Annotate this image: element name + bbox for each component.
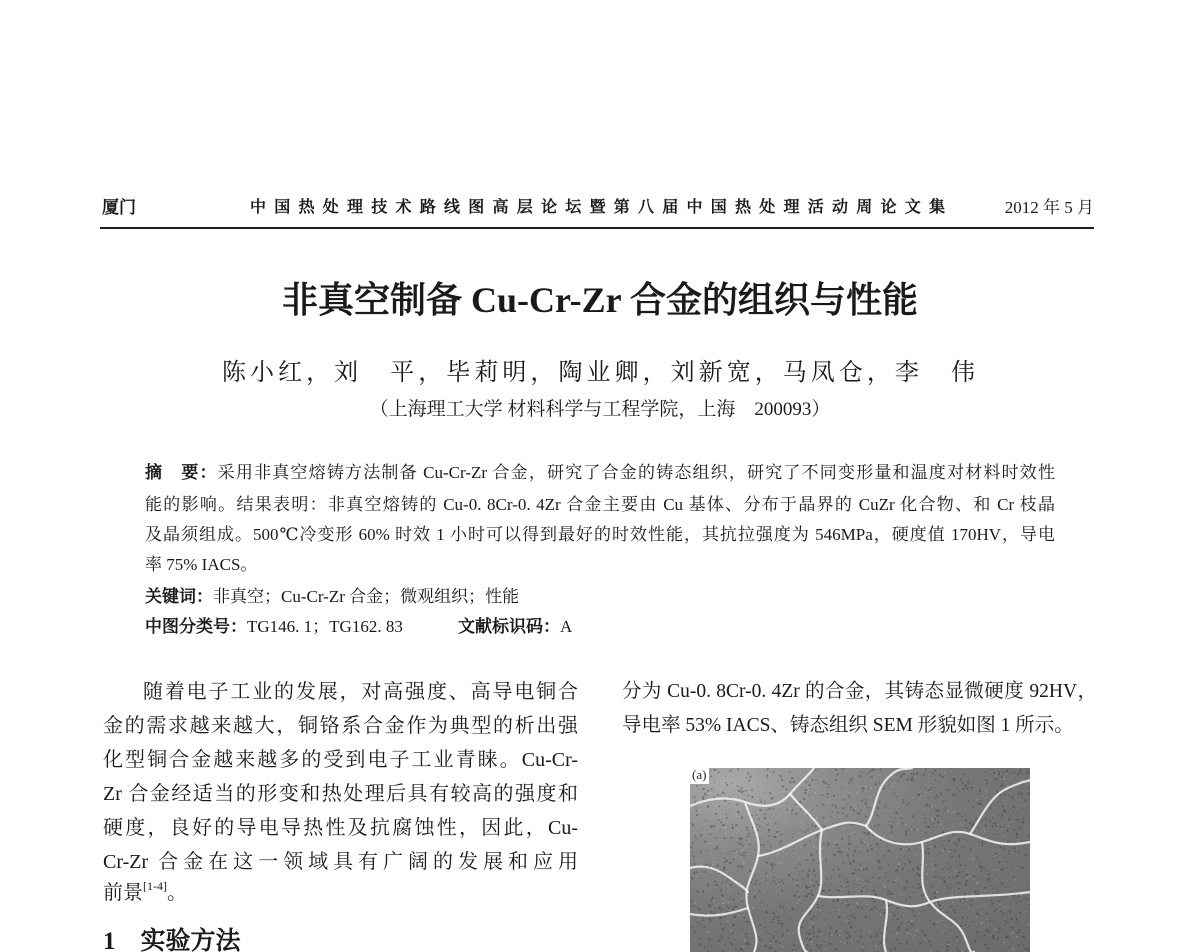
grain-boundary xyxy=(866,768,912,826)
figure-panel-label: (a) xyxy=(690,767,709,784)
left-column-line-7 xyxy=(103,876,578,910)
abstract-line-1-text: 采用非真空熔铸方法制备 Cu-Cr-Zr 合金，研究了合金的铸态组织，研究了不同变形量和温度对材料时效性 xyxy=(217,463,1055,482)
sem-micrograph-figure xyxy=(690,768,1030,952)
keywords-label: 关键词： xyxy=(145,587,213,606)
clc-number-line xyxy=(145,612,403,642)
section-heading: 1 实验方法 xyxy=(103,928,241,952)
left-column-line-1: 随着电子工业的发展，对高强度、高导电铜合 xyxy=(143,681,578,703)
grain-boundary xyxy=(970,780,1030,834)
abstract-label: 摘 要： xyxy=(145,463,218,482)
left-column-line-4: Zr 合金经适当的形变和热处理后具有较高的强度和 xyxy=(103,783,578,805)
grain-boundary xyxy=(690,866,748,892)
header-venue: 厦门 xyxy=(102,198,136,217)
sem-micrograph xyxy=(690,768,1030,952)
abstract-line-3: 及晶须组成。500℃冷变形 60% 时效 1 小时可以得到最好的时效性能，其抗拉强度为 546MPa，硬度值 170HV，导电 xyxy=(145,525,1055,544)
right-column-line-1: 分为 Cu-0. 8Cr-0. 4Zr 的合金，其铸态显微硬度 92HV， xyxy=(622,681,1097,702)
abstract-line-2: 能的影响。结果表明：非真空熔铸的 Cu-0. 8Cr-0. 4Zr 合金主要由 Cu 基体、分布于晶界的 CuZr 化合物、和 Cr 枝晶 xyxy=(145,495,1055,514)
left-column-line-6: Cr-Zr 合金在这一领域具有广阔的发展和应用 xyxy=(103,851,578,873)
left-column-closing-text: 前景 xyxy=(103,882,143,904)
citation-reference: [1-4] xyxy=(143,879,167,893)
document-code-label: 文献标识码： xyxy=(458,617,560,636)
grain-boundary xyxy=(790,794,822,830)
left-column-line-3: 化型铜合金越来越多的受到电子工业青睐。Cu-Cr- xyxy=(103,749,578,771)
left-column-line-5: 硬度，良好的导电导热性及抗腐蚀性，因此，Cu- xyxy=(103,817,578,839)
author-list: 陈小红，刘 平，毕莉明，陶业卿，刘新宽，马凤仓，李 伟 xyxy=(222,360,975,386)
clc-value: TG146. 1；TG162. 83 xyxy=(247,617,403,636)
sem-light-specks xyxy=(691,768,1030,952)
header-date: 2012 年 5 月 xyxy=(1004,198,1094,217)
keywords-line xyxy=(145,582,1055,612)
clc-label: 中图分类号： xyxy=(145,617,247,636)
grain-boundary xyxy=(866,826,1030,844)
paper-title: 非真空制备 Cu-Cr-Zr 合金的组织与性能 xyxy=(282,280,918,320)
right-column-line-2: 导电率 53% IACS、铸态组织 SEM 形貌如图 1 所示。 xyxy=(622,715,1074,736)
header-rule xyxy=(100,227,1094,229)
left-column-closing-punct: 。 xyxy=(167,882,187,904)
abstract-line-4: 率 75% IACS。 xyxy=(145,555,258,574)
header-proceedings-title: 中国热处理技术路线图高层论坛暨第八届中国热处理活动周论文集 xyxy=(250,199,945,216)
document-code-value: A xyxy=(560,617,573,636)
keywords-text: 非真空；Cu-Cr-Zr 合金；微观组织；性能 xyxy=(213,587,520,606)
document-code-line xyxy=(458,612,572,642)
left-column-line-2: 金的需求越来越大，铜铬系合金作为典型的析出强 xyxy=(103,715,578,737)
abstract-line-1 xyxy=(145,458,1055,488)
affiliation: （上海理工大学 材料科学与工程学院，上海 200093） xyxy=(369,399,831,420)
